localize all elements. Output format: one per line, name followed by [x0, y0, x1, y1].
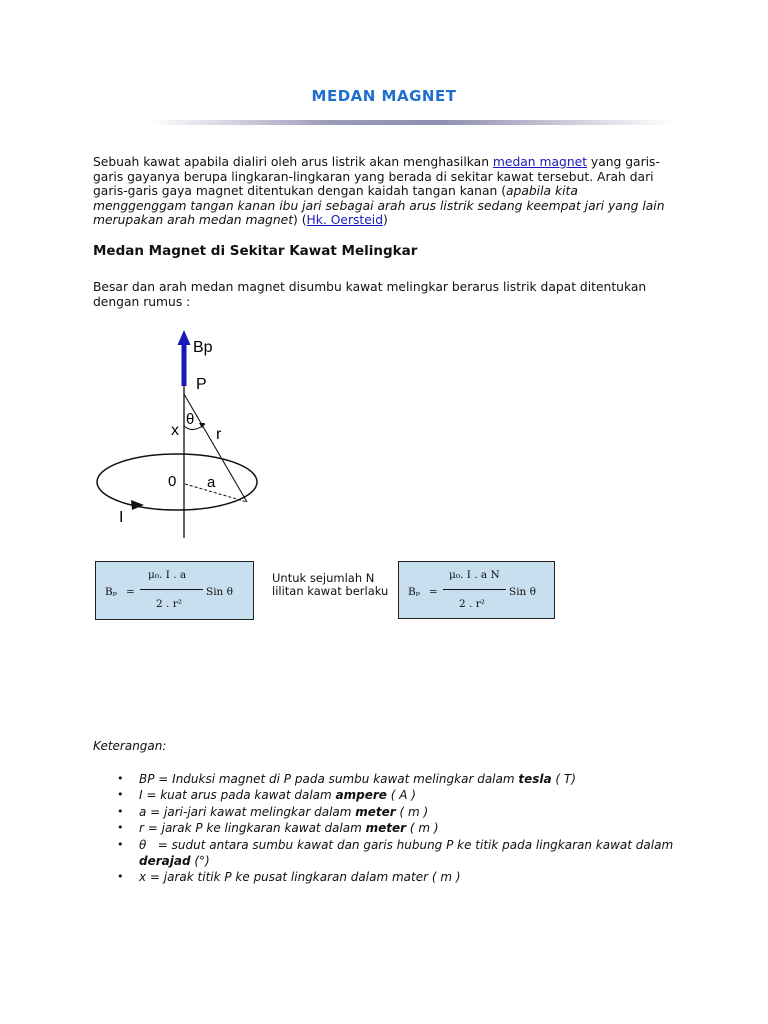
list-item: • BP = Induksi magnet di P pada sumbu kawat melingkar dalam tesla ( T)	[117, 772, 576, 786]
label-theta: θ	[186, 411, 195, 428]
list-item: • a = jari-jari kawat melingkar dalam meter ( m )	[117, 804, 429, 819]
formula-box-n	[398, 561, 555, 619]
bp-arrow-shaft	[182, 342, 187, 386]
formula-numerator: μ₀. I . a	[148, 569, 187, 581]
bullet-icon: •	[117, 772, 124, 785]
oersteid-link[interactable]: Hk. Oersteid	[306, 213, 384, 228]
label-bp: Bp	[193, 339, 213, 356]
formula-box	[95, 561, 254, 620]
bullet-icon: •	[117, 804, 124, 818]
bullet-icon: •	[117, 821, 124, 835]
intro-text: )	[383, 213, 388, 228]
fraction-line	[443, 589, 506, 590]
current-arrow	[131, 500, 144, 510]
formula-equals: =	[126, 586, 135, 598]
fraction-line	[140, 589, 203, 590]
formula-bp: Bₚ	[105, 586, 117, 598]
description-paragraph: Besar dan arah medan magnet disumbu kawat melingkar berarus listrik dapat ditentukan dengan rumus :	[93, 280, 647, 309]
page-title: MEDAN MAGNET	[311, 87, 457, 105]
list-item: • x = jarak titik P ke pusat lingkaran dalam mater ( m )	[117, 870, 461, 885]
bullet-icon: •	[117, 837, 124, 851]
bullet-icon: •	[117, 870, 124, 884]
loop-diagram	[93, 326, 283, 541]
label-x: x	[171, 422, 179, 439]
intro-text: yang garis-garis gayanya berupa lingkaran-lingkaran yang berada di sekitar kawat tersebut. Arah dari garis-garis gaya magnet ditentukan dengan kaidah tangan kanan (	[93, 155, 660, 199]
intro-italic: apabila kita menggenggam tangan kanan ibu jari sebagai arah arus listrik sedang keempat jari yang lain merupakan arah medan magnet	[93, 184, 665, 228]
list-item: • r = jarak P ke lingkaran kawat dalam meter ( m )	[117, 821, 439, 836]
title-divider	[150, 120, 675, 125]
label-center: 0	[168, 473, 177, 490]
formula-denominator: 2 . r²	[459, 598, 485, 610]
label-a: a	[207, 474, 216, 491]
bp-arrow-head	[178, 330, 191, 345]
formula-numerator: μ₀. I . a N	[449, 569, 500, 581]
intro-text: Sebuah kawat apabila dialiri oleh arus listrik akan menghasilkan	[93, 155, 493, 169]
formula-equals: =	[429, 586, 438, 598]
label-r: r	[216, 426, 222, 443]
formula-bp: Bₚ	[408, 586, 420, 598]
medan-magnet-link[interactable]: medan magnet	[492, 155, 588, 169]
keterangan-label: Keterangan:	[93, 739, 167, 753]
n-turns-note: Untuk sejumlah N lilitan kawat berlaku	[272, 571, 389, 599]
label-p: P	[196, 376, 207, 393]
formula-sin: Sin θ	[206, 586, 233, 598]
list-item: • θ = sudut antara sumbu kawat dan garis hubung P ke titik pada lingkaran kawat dalam derajad (°)	[117, 837, 712, 869]
intro-text: ) (	[293, 213, 307, 228]
formula-sin: Sin θ	[509, 586, 536, 598]
legend-list	[117, 771, 712, 886]
section-heading: Medan Magnet di Sekitar Kawat Melingkar	[93, 243, 418, 259]
intro-paragraph	[93, 155, 668, 228]
formula-denominator: 2 . r²	[156, 598, 182, 610]
bullet-icon: •	[117, 788, 124, 802]
label-current: I	[119, 509, 124, 526]
wire-loop	[97, 454, 257, 510]
list-item: • I = kuat arus pada kawat dalam ampere ( A )	[117, 788, 416, 803]
